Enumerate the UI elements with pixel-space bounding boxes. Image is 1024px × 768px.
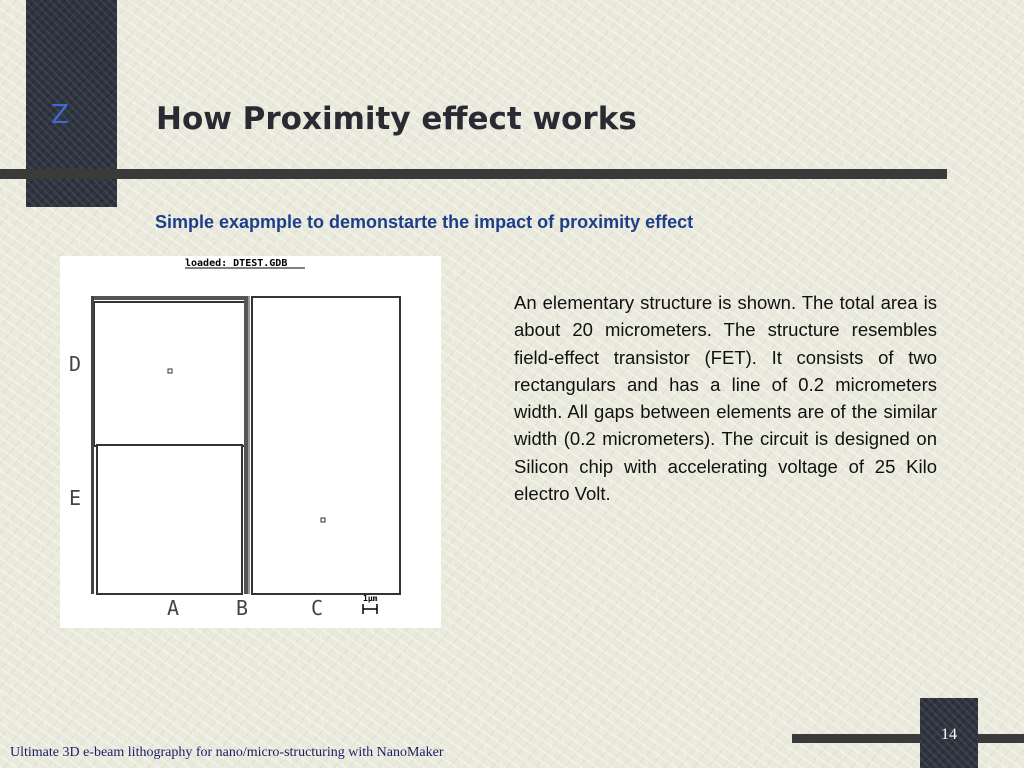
dot-c bbox=[321, 518, 325, 522]
rect-e bbox=[97, 445, 242, 594]
center-line-b bbox=[244, 296, 248, 594]
rect-d bbox=[94, 302, 245, 446]
fet-structure-diagram bbox=[60, 256, 441, 628]
left-line bbox=[91, 296, 94, 594]
top-bar bbox=[92, 296, 249, 300]
row-label-e: E bbox=[69, 486, 82, 510]
page-number: 14 bbox=[941, 726, 957, 743]
rect-c bbox=[252, 297, 400, 594]
slide-subtitle: Simple exapmple to demonstarte the impact of proximity effect bbox=[155, 212, 694, 232]
col-label-c: C bbox=[311, 596, 324, 620]
col-label-b: B bbox=[236, 596, 249, 620]
footer-divider bbox=[792, 734, 1024, 743]
fet-structure-figure bbox=[60, 256, 441, 628]
footer-text: Ultimate 3D e-beam lithography for nano/micro-structuring with NanoMaker bbox=[10, 745, 444, 760]
figure-header: loaded: DTEST.GDB bbox=[185, 258, 288, 269]
title-divider bbox=[0, 169, 947, 179]
body-paragraph: An elementary structure is shown. The total area is about 20 micrometers. The structure resembles field-effect transistor (FET). It consists of two rectangulars and has a line of 0.2 micrometers width. All gaps between elements are of the similar width (0.2 micrometers). The circuit is designed on Silicon chip with accelerating voltage of 25 Kilo electro Volt. bbox=[514, 292, 937, 505]
center-line-b-shadow bbox=[248, 296, 250, 594]
col-label-a: A bbox=[167, 596, 180, 620]
row-label-d: D bbox=[69, 352, 82, 376]
scale-label: 1µm bbox=[363, 594, 378, 603]
dot-d bbox=[168, 369, 172, 373]
slide-title: How Proximity effect works bbox=[156, 101, 637, 137]
logo-z-icon: Z bbox=[51, 100, 69, 130]
